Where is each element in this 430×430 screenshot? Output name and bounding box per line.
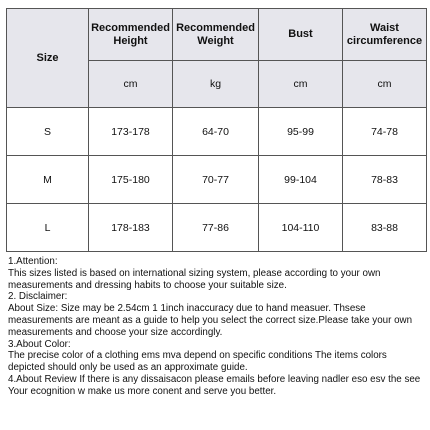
header-line: Bust [288, 28, 313, 40]
size-cell: M [7, 156, 89, 204]
disclaimer-title: 2. Disclaimer: [8, 291, 68, 303]
weight-cell: 70-77 [173, 156, 259, 204]
size-notes [8, 256, 426, 398]
disclaimer-text: About Size: Size may be 2.54cm 1 1inch inaccuracy due to hand measuer. Thsese measurements are meant as a guide to help you select the correct size.Please take your own measurements and choose your size accordingly. [8, 303, 413, 338]
table-row [7, 156, 427, 204]
bust-cell: 95-99 [259, 108, 343, 156]
table-row [7, 204, 427, 252]
height-cell: 175-180 [89, 156, 173, 204]
table-row [7, 108, 427, 156]
attention-title: 1.Attention: [8, 256, 58, 267]
weight-cell: 64-70 [173, 108, 259, 156]
table-header-row [7, 9, 427, 61]
header-line: Recommended [176, 21, 255, 34]
review-text: 4.About Review If there is any dissaisacon please emails before leaving nadler eso esv the see Your ecognition w make us more conent and serve you better. [8, 373, 421, 397]
header-line: circumference [346, 34, 423, 47]
size-chart-table [6, 8, 427, 252]
height-cell: 178-183 [89, 204, 173, 252]
size-cell: L [7, 204, 89, 252]
height-cell: 173-178 [89, 108, 173, 156]
bust-column-header [259, 9, 343, 61]
color-text: The precise color of a clothing ems mva depend on specific conditions The items colors depicted should only be used as an approximate guide. [8, 350, 387, 374]
weight-cell: 77-86 [173, 204, 259, 252]
attention-text: This sizes listed is based on international sizing system, please according to your own measurements and dressing habits to choose your suitable size. [8, 267, 381, 291]
height-column-header [89, 9, 173, 61]
height-unit: cm [89, 61, 173, 108]
header-line: Recommended [91, 21, 170, 34]
size-cell: S [7, 108, 89, 156]
waist-cell: 74-78 [343, 108, 427, 156]
waist-column-header [343, 9, 427, 61]
weight-column-header [173, 9, 259, 61]
header-line: Weight [197, 34, 234, 47]
bust-unit: cm [259, 61, 343, 108]
weight-unit: kg [173, 61, 259, 108]
waist-unit: cm [343, 61, 427, 108]
waist-cell: 78-83 [343, 156, 427, 204]
bust-cell: 99-104 [259, 156, 343, 204]
header-line: Waist [370, 21, 399, 34]
bust-cell: 104-110 [259, 204, 343, 252]
size-column-header: Size [7, 9, 89, 108]
header-line: Height [113, 34, 148, 47]
color-title: 3.About Color: [8, 338, 71, 350]
waist-cell: 83-88 [343, 204, 427, 252]
